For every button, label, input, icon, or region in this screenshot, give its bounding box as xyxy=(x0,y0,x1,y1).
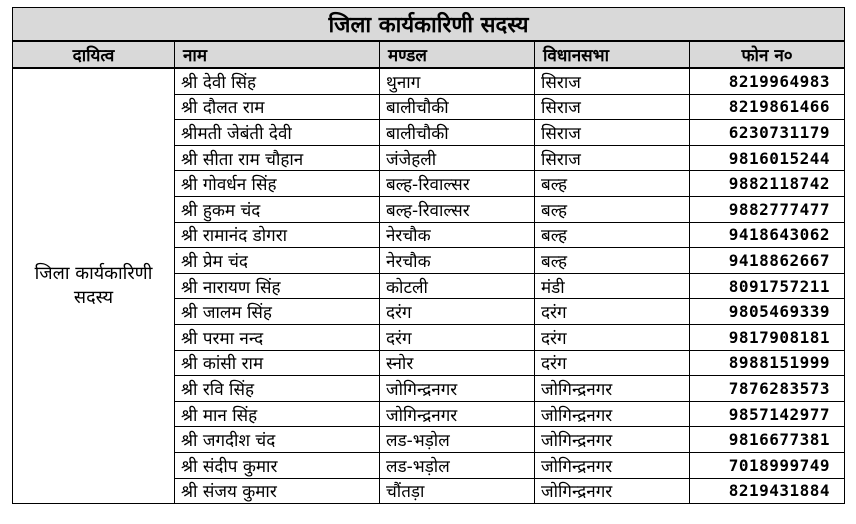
phone-cell: 9816015244 xyxy=(690,145,845,171)
name-cell: श्री संदीप कुमार xyxy=(175,452,380,478)
mandal-cell: जोगिन्द्रनगर xyxy=(380,376,535,402)
mandal-cell: बल्ह-रिवाल्सर xyxy=(380,196,535,222)
vidhansabha-cell: बल्ह xyxy=(535,196,690,222)
phone-cell: 9418643062 xyxy=(690,222,845,248)
name-cell: श्रीमती जेबंती देवी xyxy=(175,120,380,146)
name-cell: श्री सीता राम चौहान xyxy=(175,145,380,171)
header-role: दायित्व xyxy=(13,41,175,68)
mandal-cell: स्नोर xyxy=(380,350,535,376)
vidhansabha-cell: सिराज xyxy=(535,68,690,94)
vidhansabha-cell: जोगिन्द्रनगर xyxy=(535,478,690,504)
mandal-cell: थुनाग xyxy=(380,68,535,94)
phone-cell: 9817908181 xyxy=(690,324,845,350)
vidhansabha-cell: जोगिन्द्रनगर xyxy=(535,401,690,427)
mandal-cell: बालीचौकी xyxy=(380,120,535,146)
phone-cell: 8219861466 xyxy=(690,94,845,120)
phone-cell: 8219964983 xyxy=(690,68,845,94)
phone-cell: 9805469339 xyxy=(690,299,845,325)
mandal-cell: बल्ह-रिवाल्सर xyxy=(380,171,535,197)
phone-cell: 6230731179 xyxy=(690,120,845,146)
name-cell: श्री दौलत राम xyxy=(175,94,380,120)
name-cell: श्री संजय कुमार xyxy=(175,478,380,504)
mandal-cell: लड-भड़ोल xyxy=(380,452,535,478)
vidhansabha-cell: सिराज xyxy=(535,94,690,120)
phone-cell: 9882118742 xyxy=(690,171,845,197)
vidhansabha-cell: जोगिन्द्रनगर xyxy=(535,452,690,478)
mandal-cell: चौंतड़ा xyxy=(380,478,535,504)
vidhansabha-cell: मंडी xyxy=(535,273,690,299)
header-phone: फोन न० xyxy=(690,41,845,68)
mandal-cell: नेरचौक xyxy=(380,248,535,274)
name-cell: श्री प्रेम चंद xyxy=(175,248,380,274)
vidhansabha-cell: दरंग xyxy=(535,324,690,350)
name-cell: श्री जालम सिंह xyxy=(175,299,380,325)
vidhansabha-cell: दरंग xyxy=(535,350,690,376)
vidhansabha-cell: बल्ह xyxy=(535,171,690,197)
name-cell: श्री गोवर्धन सिंह xyxy=(175,171,380,197)
vidhansabha-cell: जोगिन्द्रनगर xyxy=(535,376,690,402)
mandal-cell: लड-भड़ोल xyxy=(380,427,535,453)
mandal-cell: दरंग xyxy=(380,299,535,325)
name-cell: श्री कांसी राम xyxy=(175,350,380,376)
mandal-cell: कोटली xyxy=(380,273,535,299)
header-vidhansabha: विधानसभा xyxy=(535,41,690,68)
name-cell: श्री हुकम चंद xyxy=(175,196,380,222)
vidhansabha-cell: दरंग xyxy=(535,299,690,325)
table-body xyxy=(13,68,845,504)
mandal-cell: बालीचौकी xyxy=(380,94,535,120)
members-table xyxy=(12,7,845,504)
vidhansabha-cell: बल्ह xyxy=(535,222,690,248)
name-cell: श्री नारायण सिंह xyxy=(175,273,380,299)
header-row xyxy=(13,41,845,68)
phone-cell: 7876283573 xyxy=(690,376,845,402)
phone-cell: 7018999749 xyxy=(690,452,845,478)
phone-cell: 8219431884 xyxy=(690,478,845,504)
header-mandal: मण्डल xyxy=(380,41,535,68)
phone-cell: 9857142977 xyxy=(690,401,845,427)
mandal-cell: नेरचौक xyxy=(380,222,535,248)
phone-cell: 8091757211 xyxy=(690,273,845,299)
member-sheet xyxy=(12,7,844,504)
vidhansabha-cell: बल्ह xyxy=(535,248,690,274)
mandal-cell: दरंग xyxy=(380,324,535,350)
name-cell: श्री रवि सिंह xyxy=(175,376,380,402)
vidhansabha-cell: सिराज xyxy=(535,145,690,171)
vidhansabha-cell: सिराज xyxy=(535,120,690,146)
vidhansabha-cell: जोगिन्द्रनगर xyxy=(535,427,690,453)
phone-cell: 8988151999 xyxy=(690,350,845,376)
mandal-cell: जंजेहली xyxy=(380,145,535,171)
name-cell: श्री जगदीश चंद xyxy=(175,427,380,453)
role-cell: जिला कार्यकारिणी सदस्य xyxy=(13,68,175,504)
phone-cell: 9418862667 xyxy=(690,248,845,274)
table-title: जिला कार्यकारिणी सदस्य xyxy=(13,8,845,42)
table-row xyxy=(13,68,845,94)
header-name: नाम xyxy=(175,41,380,68)
name-cell: श्री देवी सिंह xyxy=(175,68,380,94)
name-cell: श्री परमा नन्द xyxy=(175,324,380,350)
phone-cell: 9882777477 xyxy=(690,196,845,222)
phone-cell: 9816677381 xyxy=(690,427,845,453)
name-cell: श्री मान सिंह xyxy=(175,401,380,427)
mandal-cell: जोगिन्द्रनगर xyxy=(380,401,535,427)
name-cell: श्री रामानंद डोगरा xyxy=(175,222,380,248)
